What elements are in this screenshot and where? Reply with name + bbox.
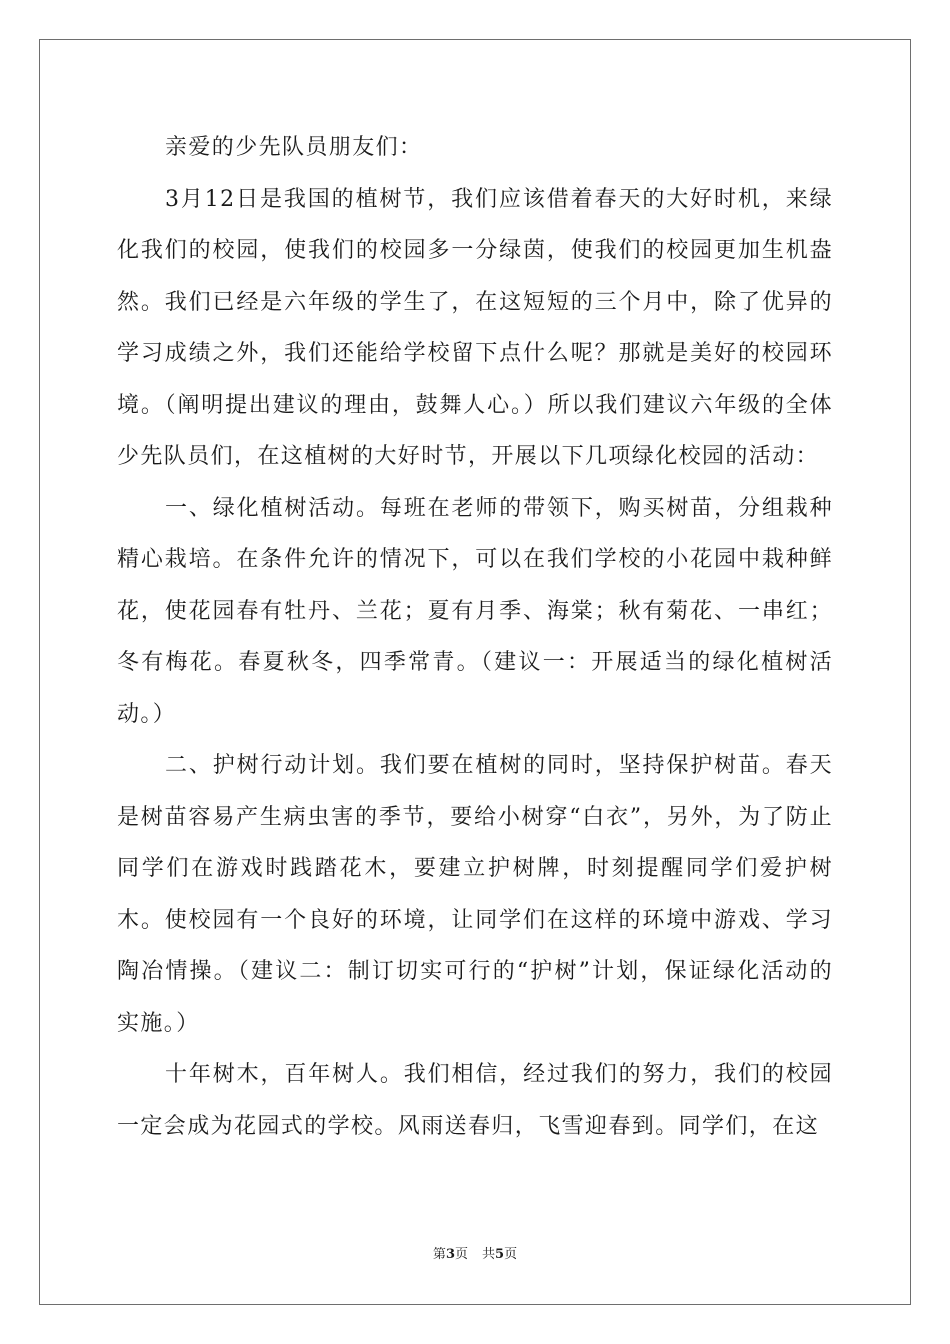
paragraph-salutation: 亲爱的少先队员朋友们： bbox=[165, 135, 423, 160]
footer-page-current: 3 bbox=[445, 1247, 455, 1262]
paragraph-intro: 3月12日是我国的植树节，我们应该借着春天的大好时机，来绿化我们的校园，使我们的校园多一分绿茵，使我们的校园更加生机盎然。我们已经是六年级的学生了，在这短短的三个月中，除了优异的学习成绩之外，我们还能给学校留下点什么呢？那就是美好的校园环境。（阐明提出建议的理由，鼓舞人心。）所以我们建议六年级的全体少先队员们，在这植树的大好时节，开展以下几项绿化校园的活动： bbox=[117, 186, 833, 469]
footer-total-suffix: 页 bbox=[504, 1247, 518, 1262]
paragraph-suggestion-one: 一、绿化植树活动。每班在老师的带领下，购买树苗，分组栽种精心栽培。在条件允许的情况下，可以在我们学校的小花园中栽种鲜花，使花园春有牡丹、兰花；夏有月季、海棠；秋有菊花、一串红；冬有梅花。春夏秋冬，四季常青。（建议一：开展适当的绿化植树活动。） bbox=[117, 495, 833, 727]
footer-total-prefix: 共 bbox=[482, 1247, 496, 1262]
paragraph-closing: 十年树木，百年树人。我们相信，经过我们的努力，我们的校园一定会成为花园式的学校。风雨送春归，飞雪迎春到。同学们，在这 bbox=[117, 1062, 833, 1139]
footer-page-suffix: 页 bbox=[454, 1247, 468, 1262]
page-footer bbox=[0, 1243, 950, 1262]
footer-page-prefix: 第 bbox=[432, 1247, 446, 1262]
paragraph-suggestion-two: 二、护树行动计划。我们要在植树的同时，坚持保护树苗。春天是树苗容易产生病虫害的季节，要给小树穿“白衣”，另外，为了防止同学们在游戏时践踏花木，要建立护树牌，时刻提醒同学们爱护树木。使校园有一个良好的环境，让同学们在这样的环境中游戏、学习陶冶情操。（建议二：制订切实可行的“护树”计划，保证绿化活动的实施。） bbox=[117, 753, 833, 1036]
document-body bbox=[117, 122, 833, 1152]
footer-page-total: 5 bbox=[495, 1247, 505, 1262]
